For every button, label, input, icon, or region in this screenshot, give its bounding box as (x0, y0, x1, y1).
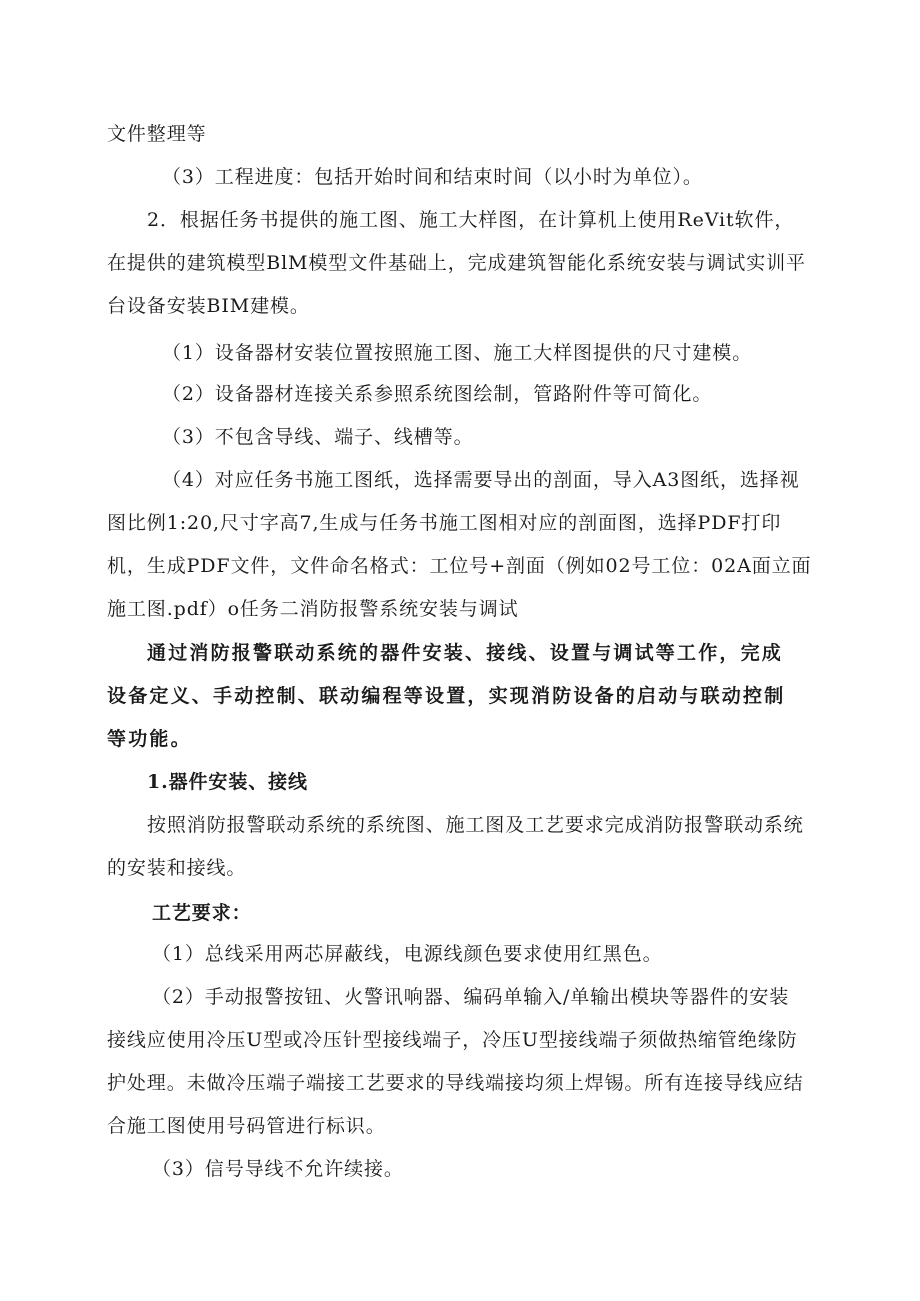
paragraph-line: （3）信号导线不允许续接。 (152, 1158, 404, 1180)
paragraph-line: 护处理。未做冷压端子端接工艺要求的导线端接均须上焊锡。所有连接导线应结 (107, 1072, 804, 1094)
section-heading: 1.器件安装、接线 (147, 771, 308, 793)
paragraph-line: 2．根据任务书提供的施工图、施工大样图，在计算机上使用ReVit软件， (147, 209, 795, 231)
paragraph-line: 机，生成PDF文件，文件命名格式：工位号+剖面（例如02号工位：02A面立面 (107, 555, 812, 577)
paragraph-line: 施工图.pdf）o任务二消防报警系统安装与调试 (107, 598, 519, 620)
paragraph-line: 合施工图使用号码管进行标识。 (107, 1115, 386, 1137)
subsection-heading: 工艺要求： (152, 902, 252, 924)
paragraph-line: 按照消防报警联动系统的系统图、施工图及工艺要求完成消防报警联动系统 (147, 814, 804, 836)
paragraph-line: 设备定义、手动控制、联动编程等设置，实现消防设备的启动与联动控制 (107, 685, 786, 707)
paragraph-line: （4）对应任务书施工图纸，选择需要导出的剖面，导入A3图纸，选择视 (162, 469, 800, 491)
paragraph-line: （2）设备器材连接关系参照系统图绘制，管路附件等可简化。 (162, 383, 713, 405)
paragraph-line: （1）总线采用两芯屏蔽线，电源线颜色要求使用红黑色。 (152, 943, 663, 965)
paragraph-line: （1）设备器材安装位置按照施工图、施工大样图提供的尺寸建模。 (162, 342, 753, 364)
paragraph-line: 接线应使用冷压U型或冷压针型接线端子，冷压U型接线端子须做热缩管绝缘防 (107, 1029, 798, 1051)
paragraph-line: （3）不包含导线、端子、线槽等。 (162, 426, 474, 448)
paragraph-line: 的安装和接线。 (107, 857, 247, 879)
paragraph-line: 文件整理等 (107, 123, 207, 145)
paragraph-line: 通过消防报警联动系统的器件安装、接线、设置与调试等工作，完成 (147, 642, 784, 664)
paragraph-line: 在提供的建筑模型BlM模型文件基础上，完成建筑智能化系统安装与调试实训平 (107, 252, 806, 274)
paragraph-line: 等功能。 (107, 728, 192, 750)
paragraph-line: （2）手动报警按钮、火警讯响器、编码单输入/单输出模块等器件的安装 (152, 986, 790, 1008)
paragraph-line: （3）工程进度：包括开始时间和结束时间（以小时为单位）。 (162, 166, 703, 188)
paragraph-line: 台设备安装BIM建模。 (107, 295, 310, 317)
paragraph-line: 图比例1:20,尺寸字高7,生成与任务书施工图相对应的剖面图，选择PDF打印 (107, 512, 782, 534)
